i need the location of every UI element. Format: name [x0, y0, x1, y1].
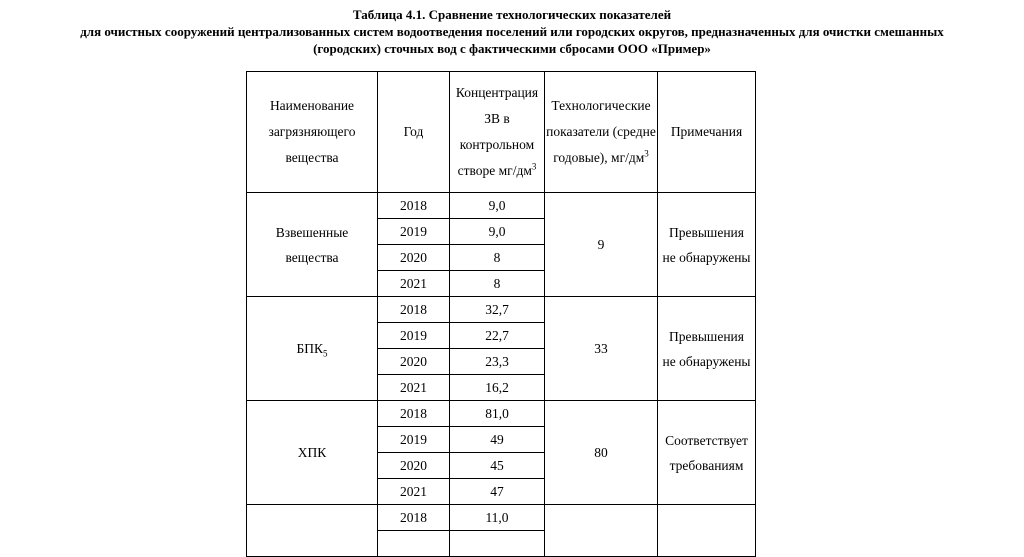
tech-cell: 80: [545, 401, 658, 505]
year-cell: 2019: [378, 427, 450, 453]
caption-title: Таблица 4.1. Сравнение технологических показателей: [352, 7, 672, 22]
header-year: Год: [378, 72, 450, 193]
value-cell: 49: [450, 427, 545, 453]
note-cell: Превышения не обнаружены: [658, 193, 756, 297]
tech-cell: [545, 505, 658, 557]
tech-cell: 33: [545, 297, 658, 401]
substance-cell: $БПК_5$: [247, 297, 378, 401]
substance-cell: ХПК: [247, 401, 378, 505]
year-cell: 2019: [378, 323, 450, 349]
caption-line-2: для очистных сооружений централизованных систем водоотведения поселений или городских округов, предназначенных для очистки смешанных: [80, 24, 944, 39]
header-notes: Примечания: [658, 72, 756, 193]
year-cell: 2021: [378, 271, 450, 297]
year-cell: [378, 531, 450, 557]
value-cell: 16,2: [450, 375, 545, 401]
header-substance: Наименование загрязняющего вещества: [247, 72, 378, 193]
value-cell: [450, 531, 545, 557]
value-cell: 22,7: [450, 323, 545, 349]
note-cell: Соответствует требованиям: [658, 401, 756, 505]
value-cell: 11,0: [450, 505, 545, 531]
substance-cell: Взвешенные вещества: [247, 193, 378, 297]
substance-cell: [247, 505, 378, 557]
year-cell: 2020: [378, 453, 450, 479]
table-row: [247, 297, 756, 323]
value-cell: 8: [450, 271, 545, 297]
comparison-table: [246, 71, 756, 557]
value-cell: 9,0: [450, 219, 545, 245]
table-caption: [0, 6, 1024, 57]
year-cell: 2021: [378, 375, 450, 401]
table-header-row: [247, 72, 756, 193]
year-cell: 2019: [378, 219, 450, 245]
tech-cell: 9: [545, 193, 658, 297]
year-cell: 2018: [378, 505, 450, 531]
year-cell: 2021: [378, 479, 450, 505]
header-concentration: Концентрация ЗВ в контрольном створе $мг/дм^3$: [450, 72, 545, 193]
year-cell: 2020: [378, 245, 450, 271]
year-cell: 2020: [378, 349, 450, 375]
year-cell: 2018: [378, 297, 450, 323]
year-cell: 2018: [378, 401, 450, 427]
note-cell: Превышения не обнаружены: [658, 297, 756, 401]
value-cell: 8: [450, 245, 545, 271]
note-cell: [658, 505, 756, 557]
year-cell: 2018: [378, 193, 450, 219]
value-cell: 23,3: [450, 349, 545, 375]
value-cell: 45: [450, 453, 545, 479]
caption-line-3: (городских) сточных вод с фактическими сбросами ООО «Пример»: [313, 41, 711, 56]
table-row: [247, 193, 756, 219]
value-cell: 81,0: [450, 401, 545, 427]
value-cell: 9,0: [450, 193, 545, 219]
value-cell: 32,7: [450, 297, 545, 323]
table-row: [247, 505, 756, 531]
table-row: [247, 401, 756, 427]
value-cell: 47: [450, 479, 545, 505]
header-tech-indicators: Технологические показатели (средне годовые), $мг/дм^3$: [545, 72, 658, 193]
